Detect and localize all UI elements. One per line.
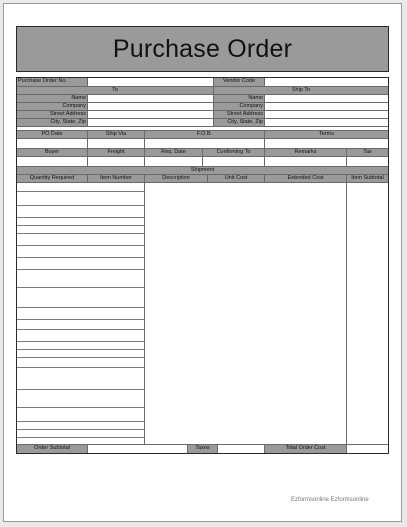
qty-item-column[interactable]: [17, 183, 144, 444]
page-title: Purchase Order: [16, 26, 389, 72]
req-date-label: Req. Date: [144, 149, 202, 156]
to-street-field[interactable]: [87, 111, 213, 118]
req-date-field[interactable]: [144, 157, 202, 166]
taxes-label: Taxes: [187, 445, 217, 453]
line-items-area[interactable]: [17, 182, 388, 444]
to-company-label: Company: [17, 103, 87, 110]
terms-label: Terms: [264, 131, 388, 138]
to-city-label: City, State, Zip: [17, 119, 87, 126]
po-date-field[interactable]: [17, 139, 87, 148]
footer-watermark: Ezformsonline Ezformsonline: [291, 497, 369, 503]
po-number-label: Purchase Order No.: [17, 78, 87, 86]
ship-company-label: Company: [213, 103, 264, 110]
taxes-field[interactable]: [217, 445, 264, 453]
vendor-code-field[interactable]: [264, 78, 388, 86]
ship-to-header: Ship To: [213, 87, 388, 94]
vendor-code-label: Vendor Code: [213, 78, 264, 86]
to-name-field[interactable]: [87, 95, 213, 102]
freight-label: Freight: [87, 149, 144, 156]
total-order-cost-field[interactable]: [346, 445, 388, 453]
remarks-field[interactable]: [264, 157, 346, 166]
remarks-label: Remarks: [264, 149, 346, 156]
to-company-field[interactable]: [87, 103, 213, 110]
unit-cost-header: Unit Cost: [207, 175, 264, 182]
to-street-label: Street Address: [17, 111, 87, 118]
to-header: To: [17, 87, 213, 94]
description-cost-column[interactable]: [144, 183, 346, 444]
qty-header: Quantity Required: [17, 175, 87, 182]
order-subtotal-field[interactable]: [87, 445, 187, 453]
po-number-field[interactable]: [87, 78, 213, 86]
po-date-label: PO Date: [17, 131, 87, 138]
item-subtotal-header: Item Subtotal: [346, 175, 388, 182]
purchase-order-page: [3, 3, 402, 522]
confirming-to-field[interactable]: [202, 157, 264, 166]
ship-via-field[interactable]: [87, 139, 144, 148]
fob-field[interactable]: [144, 139, 264, 148]
fob-label: F.O.B.: [144, 131, 264, 138]
buyer-label: Buyer: [17, 149, 87, 156]
to-name-label: Name: [17, 95, 87, 102]
ship-city-field[interactable]: [264, 119, 388, 126]
to-city-field[interactable]: [87, 119, 213, 126]
freight-field[interactable]: [87, 157, 144, 166]
total-order-cost-label: Total Order Cost: [264, 445, 346, 453]
ship-city-label: City, State, Zip: [213, 119, 264, 126]
ship-street-field[interactable]: [264, 111, 388, 118]
item-subtotal-column[interactable]: [346, 183, 388, 444]
confirming-to-label: Confirming To: [202, 149, 264, 156]
purchase-order-form: [16, 77, 389, 454]
item-number-header: Item Number: [87, 175, 144, 182]
order-subtotal-label: Order Subtotal: [17, 445, 87, 453]
tax-label: Tax: [346, 149, 388, 156]
ship-name-field[interactable]: [264, 95, 388, 102]
ship-name-label: Name: [213, 95, 264, 102]
ship-via-label: Ship Via: [87, 131, 144, 138]
shipment-header: Shipment: [17, 167, 388, 174]
terms-field[interactable]: [264, 139, 388, 148]
ship-street-label: Street Address: [213, 111, 264, 118]
tax-field[interactable]: [346, 157, 388, 166]
extended-cost-header: Extended Cost: [264, 175, 346, 182]
ship-company-field[interactable]: [264, 103, 388, 110]
buyer-field[interactable]: [17, 157, 87, 166]
description-header: Description: [144, 175, 207, 182]
